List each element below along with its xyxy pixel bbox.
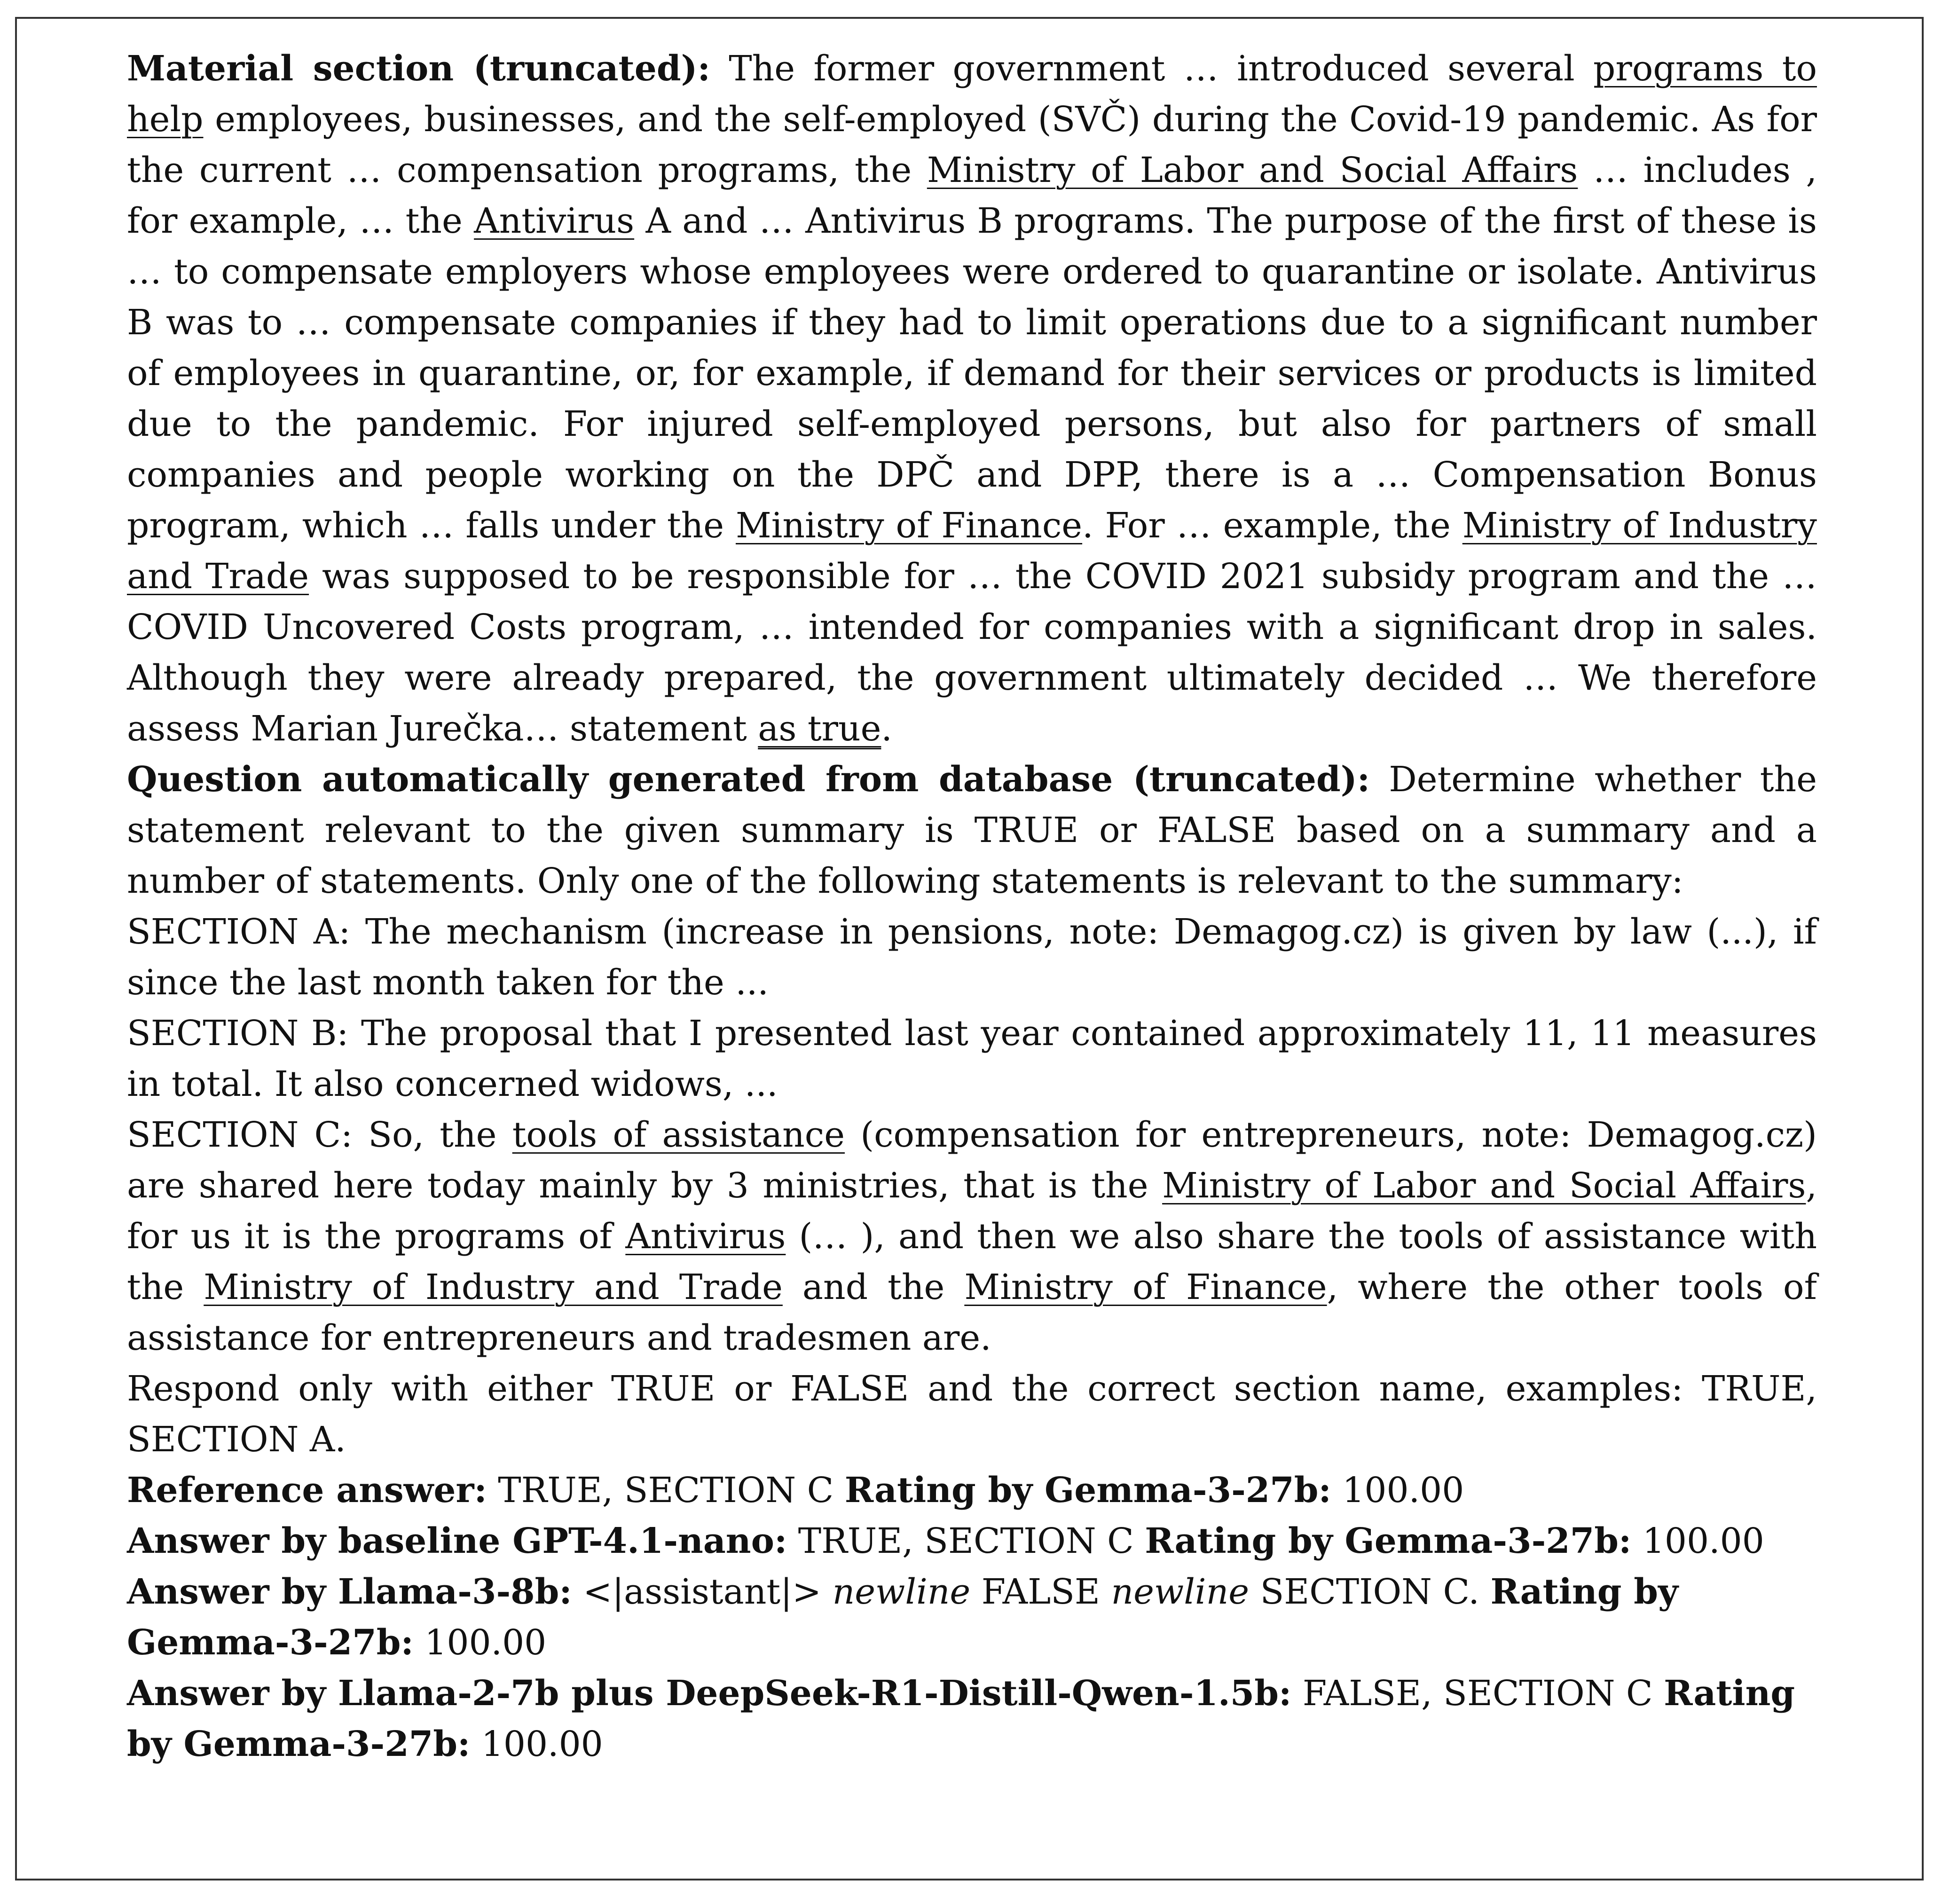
respond-instruction: Respond only with either TRUE or FALSE and the correct section name, examples: TRUE, SECTION A.: [127, 1369, 1817, 1460]
baseline-rating-label: Rating by Gemma-3-27b:: [1145, 1521, 1632, 1561]
verdict-phrase: as true: [758, 708, 881, 749]
underlined-phrase: Ministry of Finance: [735, 505, 1083, 546]
section-c-text-4: (… ), and then we also share the tools of assistance with the: [127, 1216, 1817, 1307]
underlined-phrase: Antivirus: [625, 1216, 786, 1257]
underlined-phrase: tools of assistance: [512, 1115, 845, 1155]
reference-answer-line: [127, 1465, 1817, 1516]
section-c-text-3: , for us it is the programs of: [127, 1165, 1817, 1257]
newline-marker: newline: [832, 1572, 971, 1612]
reference-rating: 100.00: [1331, 1470, 1464, 1511]
section-c-text-1: SECTION C: So, the: [127, 1115, 512, 1155]
llama3-rating: 100.00: [413, 1622, 547, 1663]
newline-marker: newline: [1111, 1572, 1250, 1612]
material-label: Material section (truncated):: [127, 48, 710, 89]
material-text-1: The former government … introduced several: [710, 48, 1594, 89]
underlined-phrase: Ministry of Labor and Social Affairs: [927, 150, 1578, 190]
reference-rating-label: Rating by Gemma-3-27b:: [844, 1470, 1331, 1511]
llama2-rating-label: Rating by Gemma-3-27b:: [127, 1673, 1795, 1764]
question-intro: Determine whether the statement relevant to the given summary is TRUE or FALSE based on a summary and a number of statements. Only one of the following statements is relevant to the summary:: [127, 759, 1817, 901]
llama3-answer-1: <|assistant|>: [572, 1572, 833, 1612]
reference-answer: TRUE, SECTION C: [487, 1470, 845, 1511]
llama2-answer: FALSE, SECTION C: [1291, 1673, 1664, 1714]
baseline-answer: TRUE, SECTION C: [787, 1521, 1145, 1561]
section-b: SECTION B: The proposal that I presented last year contained approximately 11, 11 measures in total. It also concerned widows, ...: [127, 1013, 1817, 1104]
underlined-phrase: programs to help: [127, 48, 1817, 140]
section-c: [127, 1109, 1817, 1363]
material-text-3: … includes , for example, … the: [127, 150, 1817, 241]
llama2-label: Answer by Llama-2-7b plus DeepSeek-R1-Distill-Qwen-1.5b:: [127, 1673, 1292, 1714]
section-c-text-5: and the: [782, 1267, 965, 1307]
baseline-answer-line: [127, 1516, 1817, 1566]
underlined-phrase: Ministry of Industry and Trade: [204, 1267, 783, 1307]
document-body: [127, 43, 1817, 1770]
llama3-answer-3: SECTION C.: [1249, 1572, 1491, 1612]
llama3-rating-label: Rating by Gemma-3-27b:: [127, 1572, 1678, 1663]
llama3-label: Answer by Llama-3-8b:: [127, 1572, 572, 1612]
question-label: Question automatically generated from database (truncated):: [127, 759, 1370, 800]
reference-label: Reference answer:: [127, 1470, 487, 1511]
section-a: SECTION A: The mechanism (increase in pensions, note: Demagog.cz) is given by law (...), if since the last month taken for the ...: [127, 912, 1817, 1003]
material-text-5: . For … example, the: [1082, 505, 1462, 546]
material-paragraph: [127, 43, 1817, 754]
question-paragraph: [127, 754, 1817, 906]
llama3-answer-line: [127, 1566, 1817, 1668]
underlined-phrase: Ministry of Finance: [964, 1267, 1327, 1307]
llama2-rating: 100.00: [470, 1724, 603, 1764]
underlined-phrase: Antivirus: [474, 201, 635, 241]
material-text-2: employees, businesses, and the self-employed (SVČ) during the Covid-19 pandemic. As for the current … compensation programs, the: [127, 99, 1817, 190]
material-text-4: A and … Antivirus B programs. The purpose of the first of these is … to compensate employers whose employees were ordered to quarantine or isolate. Antivirus B was to … compensate companies if they had to limit operations due to a significant number of employees in quarantine, or, for example, if demand for their services or products is limited due to the pandemic. For injured self-employed persons, but also for partners of small companies and people working on the DPČ and DPP, there is a … Compensation Bonus program, which … falls under the: [127, 201, 1817, 546]
material-text-7: .: [881, 708, 892, 749]
llama2-answer-line: [127, 1668, 1817, 1770]
underlined-phrase: Ministry of Industry and Trade: [127, 505, 1817, 597]
baseline-label: Answer by baseline GPT-4.1-nano:: [127, 1521, 787, 1561]
underlined-phrase: Ministry of Labor and Social Affairs: [1162, 1165, 1806, 1206]
llama3-answer-2: FALSE: [970, 1572, 1111, 1612]
section-c-text-6: , where the other tools of assistance for entrepreneurs and tradesmen are.: [127, 1267, 1817, 1358]
section-c-text-2: (compensation for entrepreneurs, note: Demagog.cz) are shared here today mainly by 3 ministries, that is the: [127, 1115, 1817, 1206]
material-text-6: was supposed to be responsible for … the COVID 2021 subsidy program and the … COVID Uncovered Costs program, … intended for companies with a significant drop in sales. Although they were already prepared, the government ultimately decided … We therefore assess Marian Jurečka… statement: [127, 556, 1817, 749]
baseline-rating: 100.00: [1631, 1521, 1764, 1561]
